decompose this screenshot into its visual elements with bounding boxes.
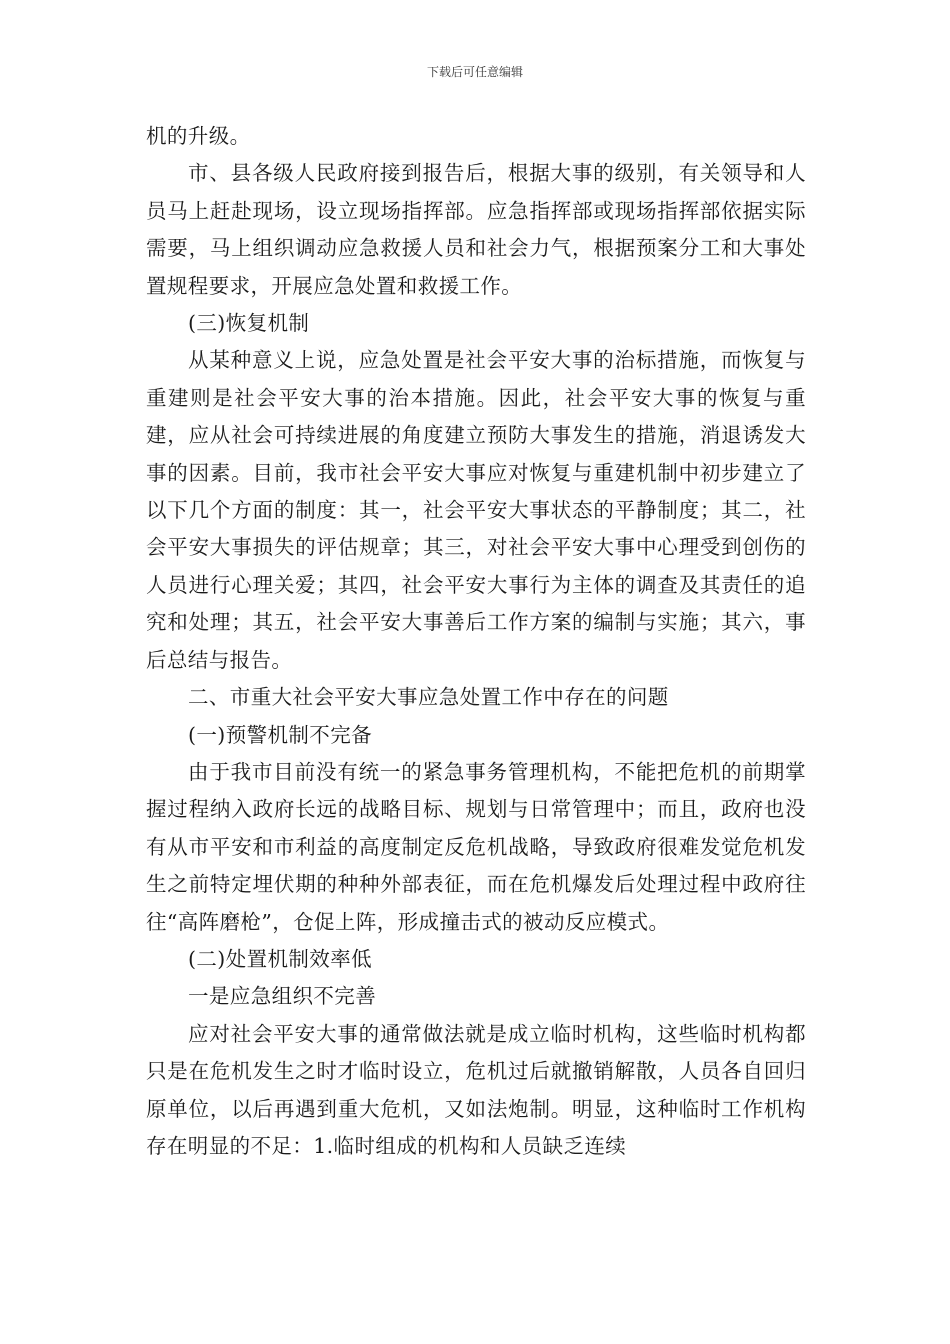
paragraph: 从某种意义上说，应急处置是社会平安大事的治标措施，而恢复与重建则是社会平安大事的治本措施。因此，社会平安大事的恢复与重建，应从社会可持续进展的角度建立预防大事发生的措施，消退诱发大事的因素。目前，我市社会平安大事应对恢复与重建机制中初步建立了以下几个方面的制度：其一，社会平安大事状态的平静制度；其二，社会平安大事损失的评估规章；其三，对社会平安大事中心理受到创伤的人员进行心理关爱；其四，社会平安大事行为主体的调查及其责任的追究和处理；其五，社会平安大事善后工作方案的编制与实施；其六，事后总结与报告。 xyxy=(146,348,806,672)
paragraph: 市、县各级人民政府接到报告后，根据大事的级别，有关领导和人员马上赶赴现场，设立现场指挥部。应急指挥部或现场指挥部依据实际需要，马上组织调动应急救援人员和社会力气，根据预案分工和大事处置规程要求，开展应急处置和救援工作。 xyxy=(146,161,806,298)
page-header-note: 下载后可任意编辑 xyxy=(426,65,523,79)
section-heading: 一是应急组织不完善 xyxy=(188,984,377,1009)
section-heading: 二、市重大社会平安大事应急处置工作中存在的问题 xyxy=(188,685,669,710)
document-body xyxy=(146,118,806,1165)
paragraph: 由于我市目前没有统一的紧急事务管理机构，不能把危机的前期掌握过程纳入政府长远的战略目标、规划与日常管理中；而且，政府也没有从市平安和市利益的高度制定反危机战略，导致政府很难发觉危机发生之前特定埋伏期的种种外部表征，而在危机爆发后处理过程中政府往往“高阵磨枪”，仓促上阵，形成撞击式的被动反应模式。 xyxy=(146,759,806,934)
paragraph: 应对社会平安大事的通常做法就是成立临时机构，这些临时机构都只是在危机发生之时才临时设立，危机过后就撤销解散，人员各自回归原单位，以后再遇到重大危机，又如法炮制。明显，这种临时工作机构存在明显的不足：1.临时组成的机构和人员缺乏连续 xyxy=(146,1021,806,1158)
section-heading: (二)处置机制效率低 xyxy=(188,946,372,971)
paragraph: 机的升级。 xyxy=(146,124,251,148)
section-heading: (一)预警机制不完备 xyxy=(188,722,372,747)
section-heading: (三)恢复机制 xyxy=(188,311,310,336)
